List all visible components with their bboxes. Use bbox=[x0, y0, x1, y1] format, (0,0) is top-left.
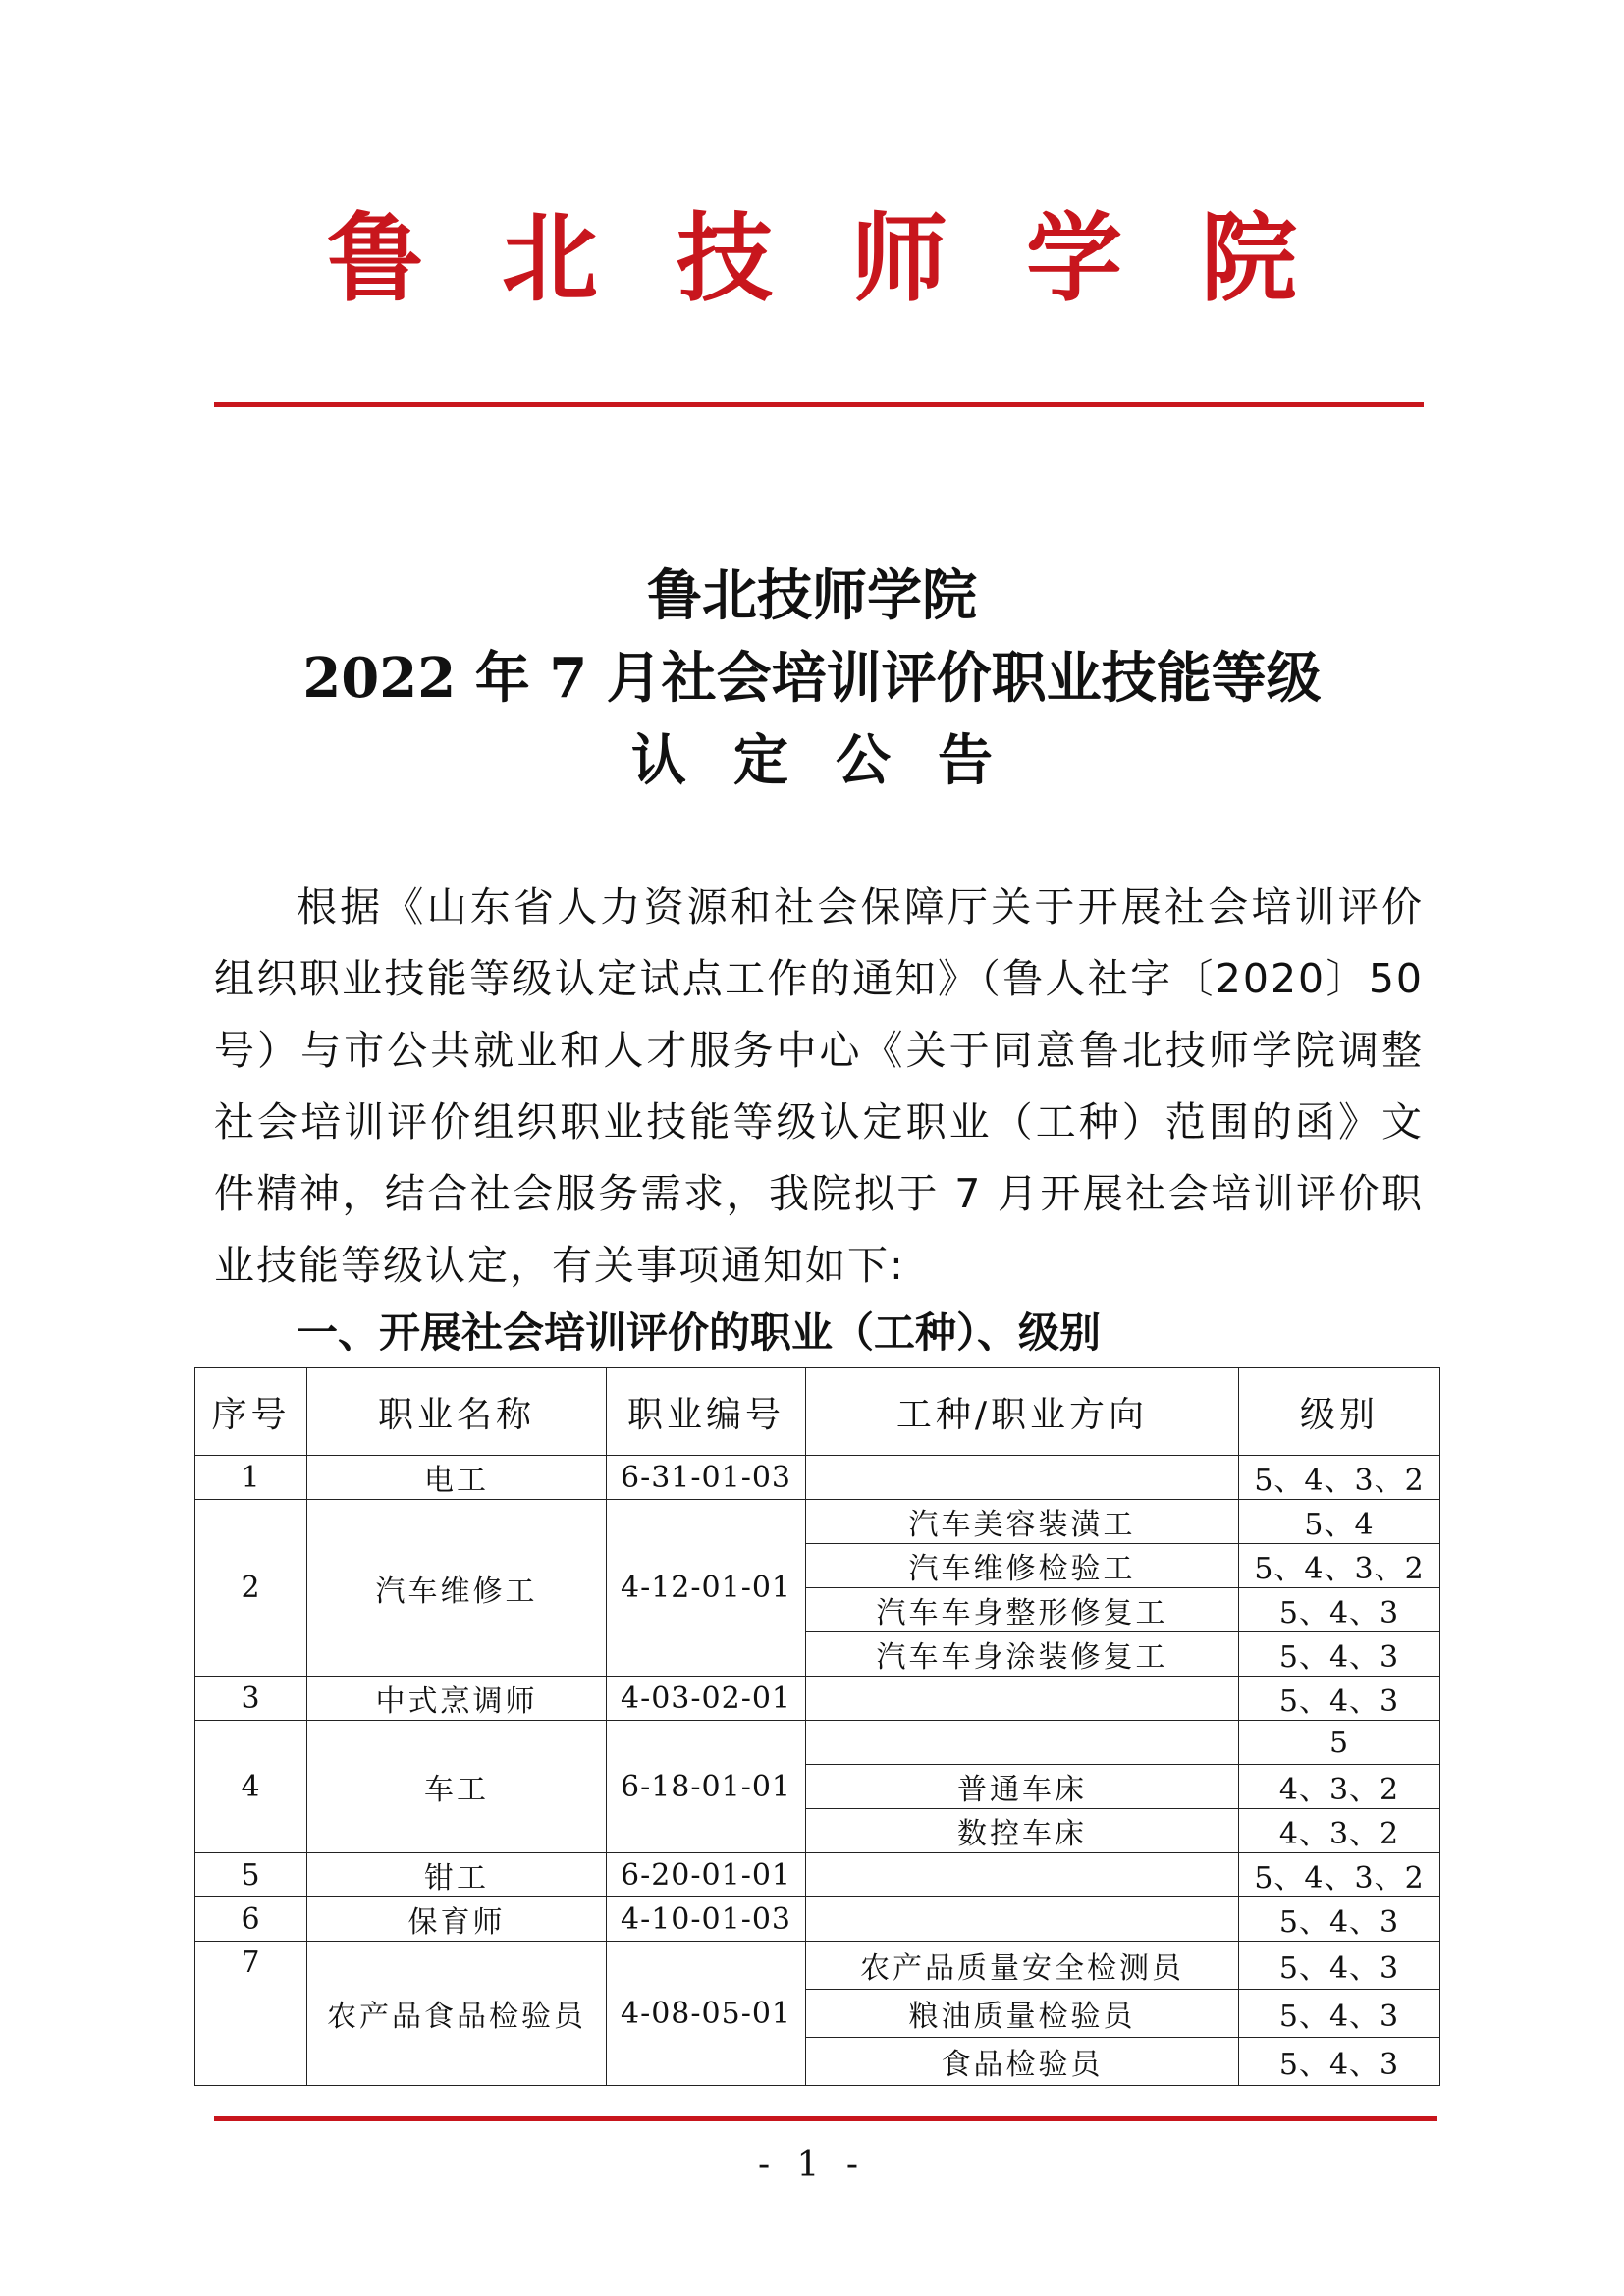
cell-code: 4-12-01-01 bbox=[607, 1500, 806, 1677]
cell-direction bbox=[806, 1456, 1239, 1500]
header-divider bbox=[214, 402, 1424, 407]
cell-direction: 汽车车身涂装修复工 bbox=[806, 1632, 1239, 1677]
cell-level: 5 bbox=[1239, 1721, 1440, 1765]
table-body bbox=[195, 1456, 1440, 2086]
cell-level: 5、4、3 bbox=[1239, 1677, 1440, 1721]
table-row bbox=[195, 1942, 1440, 1990]
table-row bbox=[195, 1456, 1440, 1500]
cell-direction: 汽车美容装潢工 bbox=[806, 1500, 1239, 1544]
table-row bbox=[195, 1897, 1440, 1942]
cell-seq: 3 bbox=[195, 1677, 307, 1721]
cell-level: 5、4、3 bbox=[1239, 2038, 1440, 2086]
page-number: - 1 - bbox=[757, 2145, 867, 2185]
cell-seq: 2 bbox=[195, 1500, 307, 1677]
cell-name: 保育师 bbox=[307, 1897, 607, 1942]
cell-seq: 1 bbox=[195, 1456, 307, 1500]
cell-seq: 5 bbox=[195, 1853, 307, 1897]
cell-code: 4-03-02-01 bbox=[607, 1677, 806, 1721]
title-line-1: 鲁北技师学院 bbox=[647, 563, 977, 628]
cell-level: 5、4 bbox=[1239, 1500, 1440, 1544]
table-row bbox=[195, 1500, 1440, 1544]
cell-level: 4、3、2 bbox=[1239, 1809, 1440, 1853]
table-row bbox=[195, 1677, 1440, 1721]
cell-direction: 汽车车身整形修复工 bbox=[806, 1588, 1239, 1632]
cell-name: 汽车维修工 bbox=[307, 1500, 607, 1677]
header-direction: 工种/职业方向 bbox=[806, 1368, 1239, 1456]
cell-code: 4-08-05-01 bbox=[607, 1942, 806, 2086]
cell-seq: 6 bbox=[195, 1897, 307, 1942]
section-heading: 一、开展社会培训评价的职业（工种）、级别 bbox=[297, 1308, 1102, 1357]
table-row bbox=[195, 1853, 1440, 1897]
cell-level: 5、4、3 bbox=[1239, 1942, 1440, 1990]
cell-direction bbox=[806, 1677, 1239, 1721]
cell-level: 5、4、3 bbox=[1239, 1588, 1440, 1632]
header-code: 职业编号 bbox=[607, 1368, 806, 1456]
cell-name: 钳工 bbox=[307, 1853, 607, 1897]
title-line-2: 2022 年 7 月社会培训评价职业技能等级 bbox=[302, 646, 1322, 711]
header-level: 级别 bbox=[1239, 1368, 1440, 1456]
cell-seq: 7 bbox=[195, 1942, 307, 2086]
cell-direction: 粮油质量检验员 bbox=[806, 1990, 1239, 2038]
cell-code: 6-20-01-01 bbox=[607, 1853, 806, 1897]
cell-name: 农产品食品检验员 bbox=[307, 1942, 607, 2086]
document-title bbox=[0, 555, 1624, 802]
title-line-3: 认定公告 bbox=[631, 728, 1040, 793]
cell-direction bbox=[806, 1897, 1239, 1942]
header-name: 职业名称 bbox=[307, 1368, 607, 1456]
cell-direction: 数控车床 bbox=[806, 1809, 1239, 1853]
cell-direction: 食品检验员 bbox=[806, 2038, 1239, 2086]
cell-code: 6-31-01-03 bbox=[607, 1456, 806, 1500]
cell-level: 5、4、3 bbox=[1239, 1990, 1440, 2038]
cell-level: 5、4、3、2 bbox=[1239, 1544, 1440, 1588]
cell-level: 5、4、3 bbox=[1239, 1897, 1440, 1942]
cell-level: 5、4、3 bbox=[1239, 1632, 1440, 1677]
header-seq: 序号 bbox=[195, 1368, 307, 1456]
cell-seq: 4 bbox=[195, 1721, 307, 1853]
table-header-row bbox=[195, 1368, 1440, 1456]
cell-name: 中式烹调师 bbox=[307, 1677, 607, 1721]
cell-level: 5、4、3、2 bbox=[1239, 1456, 1440, 1500]
cell-name: 车工 bbox=[307, 1721, 607, 1853]
cell-level: 5、4、3、2 bbox=[1239, 1853, 1440, 1897]
footer-divider bbox=[214, 2116, 1437, 2121]
table-row bbox=[195, 1721, 1440, 1765]
occupation-table bbox=[194, 1367, 1440, 2086]
cell-level: 4、3、2 bbox=[1239, 1765, 1440, 1809]
body-paragraph: 根据《山东省人力资源和社会保障厅关于开展社会培训评价组织职业技能等级认定试点工作的通知》（鲁人社字〔2020〕50号）与市公共就业和人才服务中心《关于同意鲁北技师学院调整社会培训评价组织职业技能等级认定职业（工种）范围的函》文件精神，结合社会服务需求，我院拟于 7 月开展社会培训评价职业技能等级认定，有关事项通知如下: bbox=[214, 883, 1424, 1289]
cell-direction: 汽车维修检验工 bbox=[806, 1544, 1239, 1588]
cell-direction: 普通车床 bbox=[806, 1765, 1239, 1809]
cell-direction: 农产品质量安全检测员 bbox=[806, 1942, 1239, 1990]
cell-direction bbox=[806, 1853, 1239, 1897]
cell-name: 电工 bbox=[307, 1456, 607, 1500]
cell-code: 4-10-01-03 bbox=[607, 1897, 806, 1942]
cell-code: 6-18-01-01 bbox=[607, 1721, 806, 1853]
org-header: 鲁北技师学院 bbox=[326, 202, 1376, 315]
cell-direction bbox=[806, 1721, 1239, 1765]
